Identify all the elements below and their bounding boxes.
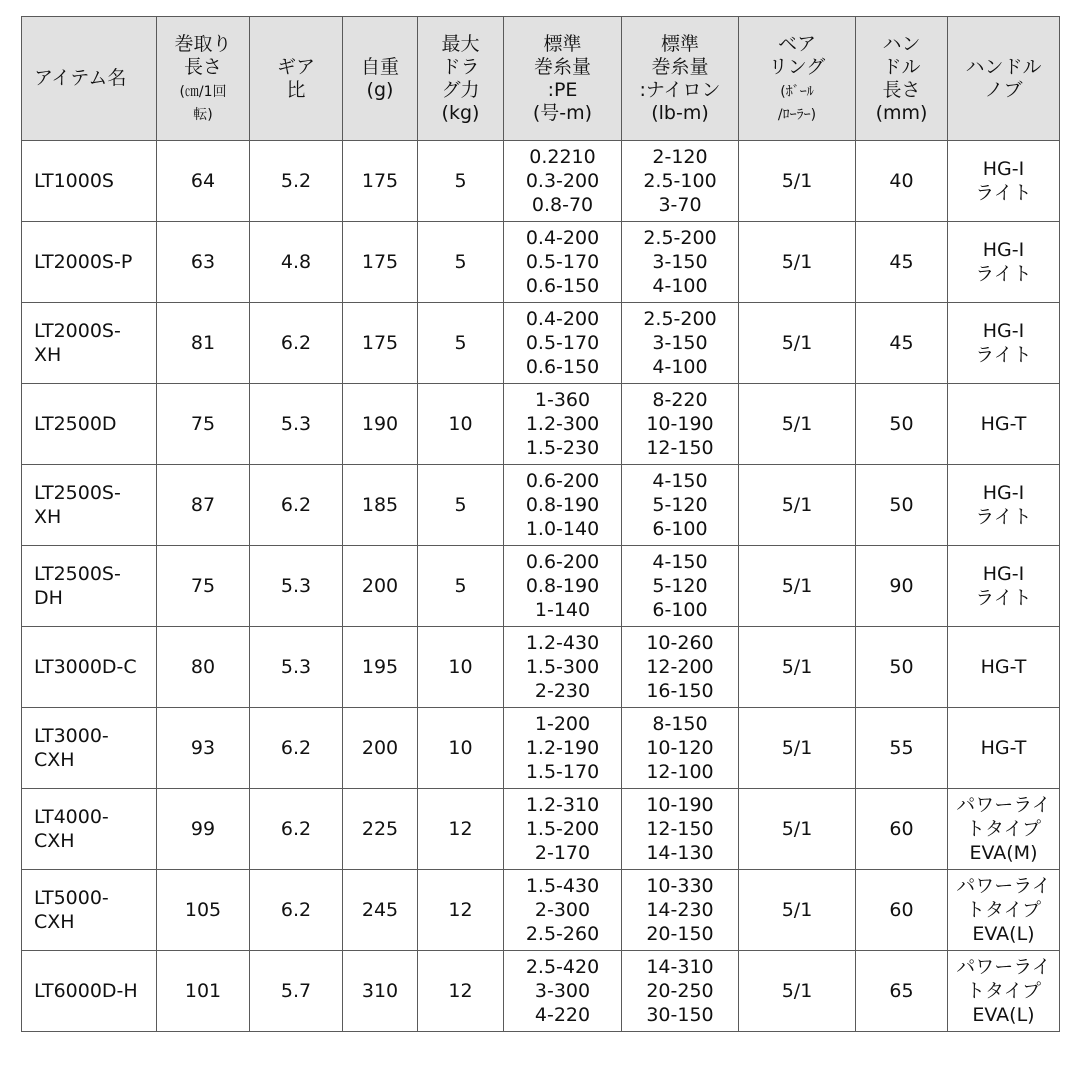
cell-weight: 185	[343, 465, 418, 546]
cell-handle: 50	[856, 384, 948, 465]
header-row	[22, 17, 1060, 141]
cell-name: LT3000D-C	[22, 627, 157, 708]
cell-knob: パワーライ トタイプ EVA(L)	[948, 870, 1060, 951]
cell-handle: 60	[856, 789, 948, 870]
cell-nylon: 2.5-200 3-150 4-100	[622, 303, 739, 384]
cell-weight: 245	[343, 870, 418, 951]
header-handle-knob: ハンドル ノブ	[948, 17, 1060, 141]
cell-nylon: 2-120 2.5-100 3-70	[622, 141, 739, 222]
cell-name: LT3000- CXH	[22, 708, 157, 789]
cell-retrieve: 87	[157, 465, 250, 546]
cell-knob: パワーライ トタイプ EVA(M)	[948, 789, 1060, 870]
cell-bearing: 5/1	[739, 141, 856, 222]
table-row	[22, 627, 1060, 708]
cell-name: LT1000S	[22, 141, 157, 222]
table-row	[22, 141, 1060, 222]
cell-handle: 50	[856, 627, 948, 708]
cell-name: LT2000S-P	[22, 222, 157, 303]
cell-knob: HG-T	[948, 384, 1060, 465]
cell-handle: 60	[856, 870, 948, 951]
cell-weight: 200	[343, 546, 418, 627]
cell-bearing: 5/1	[739, 870, 856, 951]
cell-bearing: 5/1	[739, 789, 856, 870]
table-row	[22, 546, 1060, 627]
cell-pe: 1.5-430 2-300 2.5-260	[504, 870, 622, 951]
header-retrieve-unit: (㎝/1回 転)	[179, 83, 227, 123]
cell-nylon: 4-150 5-120 6-100	[622, 465, 739, 546]
cell-drag: 12	[418, 951, 504, 1032]
cell-bearing: 5/1	[739, 465, 856, 546]
cell-gear: 6.2	[250, 465, 343, 546]
header-max-drag: 最大 ドラ グ力 (kg)	[418, 17, 504, 141]
cell-drag: 5	[418, 222, 504, 303]
cell-nylon: 8-220 10-190 12-150	[622, 384, 739, 465]
cell-bearing: 5/1	[739, 951, 856, 1032]
cell-drag: 5	[418, 303, 504, 384]
header-retrieve-length	[157, 17, 250, 141]
cell-weight: 190	[343, 384, 418, 465]
header-item-name: アイテム名	[22, 17, 157, 141]
cell-pe: 1-360 1.2-300 1.5-230	[504, 384, 622, 465]
cell-gear: 5.3	[250, 627, 343, 708]
cell-gear: 5.3	[250, 546, 343, 627]
cell-retrieve: 75	[157, 546, 250, 627]
cell-name: LT6000D-H	[22, 951, 157, 1032]
cell-gear: 6.2	[250, 708, 343, 789]
cell-drag: 12	[418, 789, 504, 870]
cell-retrieve: 64	[157, 141, 250, 222]
cell-gear: 5.3	[250, 384, 343, 465]
cell-retrieve: 81	[157, 303, 250, 384]
table-row	[22, 951, 1060, 1032]
cell-pe: 0.6-200 0.8-190 1.0-140	[504, 465, 622, 546]
cell-knob: HG-I ライト	[948, 222, 1060, 303]
table-row	[22, 789, 1060, 870]
table-row	[22, 303, 1060, 384]
cell-weight: 175	[343, 222, 418, 303]
cell-name: LT2000S- XH	[22, 303, 157, 384]
cell-nylon: 10-330 14-230 20-150	[622, 870, 739, 951]
header-gear-ratio: ギア 比	[250, 17, 343, 141]
cell-handle: 55	[856, 708, 948, 789]
cell-drag: 5	[418, 141, 504, 222]
cell-handle: 65	[856, 951, 948, 1032]
cell-weight: 200	[343, 708, 418, 789]
cell-nylon: 8-150 10-120 12-100	[622, 708, 739, 789]
cell-pe: 0.4-200 0.5-170 0.6-150	[504, 222, 622, 303]
cell-drag: 12	[418, 870, 504, 951]
cell-retrieve: 105	[157, 870, 250, 951]
cell-name: LT2500D	[22, 384, 157, 465]
cell-pe: 2.5-420 3-300 4-220	[504, 951, 622, 1032]
cell-drag: 5	[418, 465, 504, 546]
cell-name: LT2500S- XH	[22, 465, 157, 546]
cell-handle: 45	[856, 222, 948, 303]
cell-retrieve: 75	[157, 384, 250, 465]
cell-knob: HG-I ライト	[948, 141, 1060, 222]
cell-handle: 50	[856, 465, 948, 546]
cell-pe: 0.4-200 0.5-170 0.6-150	[504, 303, 622, 384]
header-line-pe: 標準 巻糸量 :PE (号-m)	[504, 17, 622, 141]
cell-knob: HG-I ライト	[948, 465, 1060, 546]
cell-gear: 6.2	[250, 789, 343, 870]
cell-gear: 4.8	[250, 222, 343, 303]
cell-gear: 6.2	[250, 870, 343, 951]
cell-pe: 1-200 1.2-190 1.5-170	[504, 708, 622, 789]
spec-table	[21, 16, 1060, 1032]
cell-weight: 175	[343, 303, 418, 384]
table-row	[22, 870, 1060, 951]
cell-nylon: 10-190 12-150 14-130	[622, 789, 739, 870]
cell-retrieve: 99	[157, 789, 250, 870]
header-bearing-unit: (ﾎﾞｰﾙ /ﾛｰﾗｰ)	[777, 83, 817, 123]
cell-knob: HG-I ライト	[948, 303, 1060, 384]
cell-knob: HG-T	[948, 627, 1060, 708]
cell-weight: 195	[343, 627, 418, 708]
cell-knob: HG-I ライト	[948, 546, 1060, 627]
cell-bearing: 5/1	[739, 546, 856, 627]
cell-bearing: 5/1	[739, 303, 856, 384]
cell-weight: 175	[343, 141, 418, 222]
table-row	[22, 465, 1060, 546]
cell-knob: HG-T	[948, 708, 1060, 789]
table-row	[22, 384, 1060, 465]
cell-pe: 0.6-200 0.8-190 1-140	[504, 546, 622, 627]
cell-drag: 5	[418, 546, 504, 627]
cell-retrieve: 93	[157, 708, 250, 789]
cell-pe: 1.2-430 1.5-300 2-230	[504, 627, 622, 708]
cell-drag: 10	[418, 627, 504, 708]
cell-retrieve: 80	[157, 627, 250, 708]
cell-weight: 310	[343, 951, 418, 1032]
cell-weight: 225	[343, 789, 418, 870]
header-bearing	[739, 17, 856, 141]
header-weight: 自重 (g)	[343, 17, 418, 141]
header-bearing-label: ベア リング	[768, 32, 826, 78]
cell-nylon: 2.5-200 3-150 4-100	[622, 222, 739, 303]
cell-gear: 6.2	[250, 303, 343, 384]
cell-name: LT5000- CXH	[22, 870, 157, 951]
cell-handle: 40	[856, 141, 948, 222]
table-row	[22, 708, 1060, 789]
cell-drag: 10	[418, 708, 504, 789]
cell-name: LT2500S- DH	[22, 546, 157, 627]
cell-gear: 5.7	[250, 951, 343, 1032]
cell-handle: 90	[856, 546, 948, 627]
cell-retrieve: 63	[157, 222, 250, 303]
cell-knob: パワーライ トタイプ EVA(L)	[948, 951, 1060, 1032]
cell-pe: 0.2210 0.3-200 0.8-70	[504, 141, 622, 222]
header-retrieve-length-label: 巻取り 長さ	[174, 32, 232, 78]
cell-drag: 10	[418, 384, 504, 465]
cell-pe: 1.2-310 1.5-200 2-170	[504, 789, 622, 870]
cell-nylon: 10-260 12-200 16-150	[622, 627, 739, 708]
cell-retrieve: 101	[157, 951, 250, 1032]
cell-nylon: 4-150 5-120 6-100	[622, 546, 739, 627]
cell-bearing: 5/1	[739, 627, 856, 708]
cell-bearing: 5/1	[739, 708, 856, 789]
cell-gear: 5.2	[250, 141, 343, 222]
header-line-nylon: 標準 巻糸量 :ナイロン (lb-m)	[622, 17, 739, 141]
cell-name: LT4000- CXH	[22, 789, 157, 870]
cell-nylon: 14-310 20-250 30-150	[622, 951, 739, 1032]
cell-bearing: 5/1	[739, 222, 856, 303]
cell-bearing: 5/1	[739, 384, 856, 465]
header-handle-length: ハン ドル 長さ (mm)	[856, 17, 948, 141]
table-row	[22, 222, 1060, 303]
cell-handle: 45	[856, 303, 948, 384]
